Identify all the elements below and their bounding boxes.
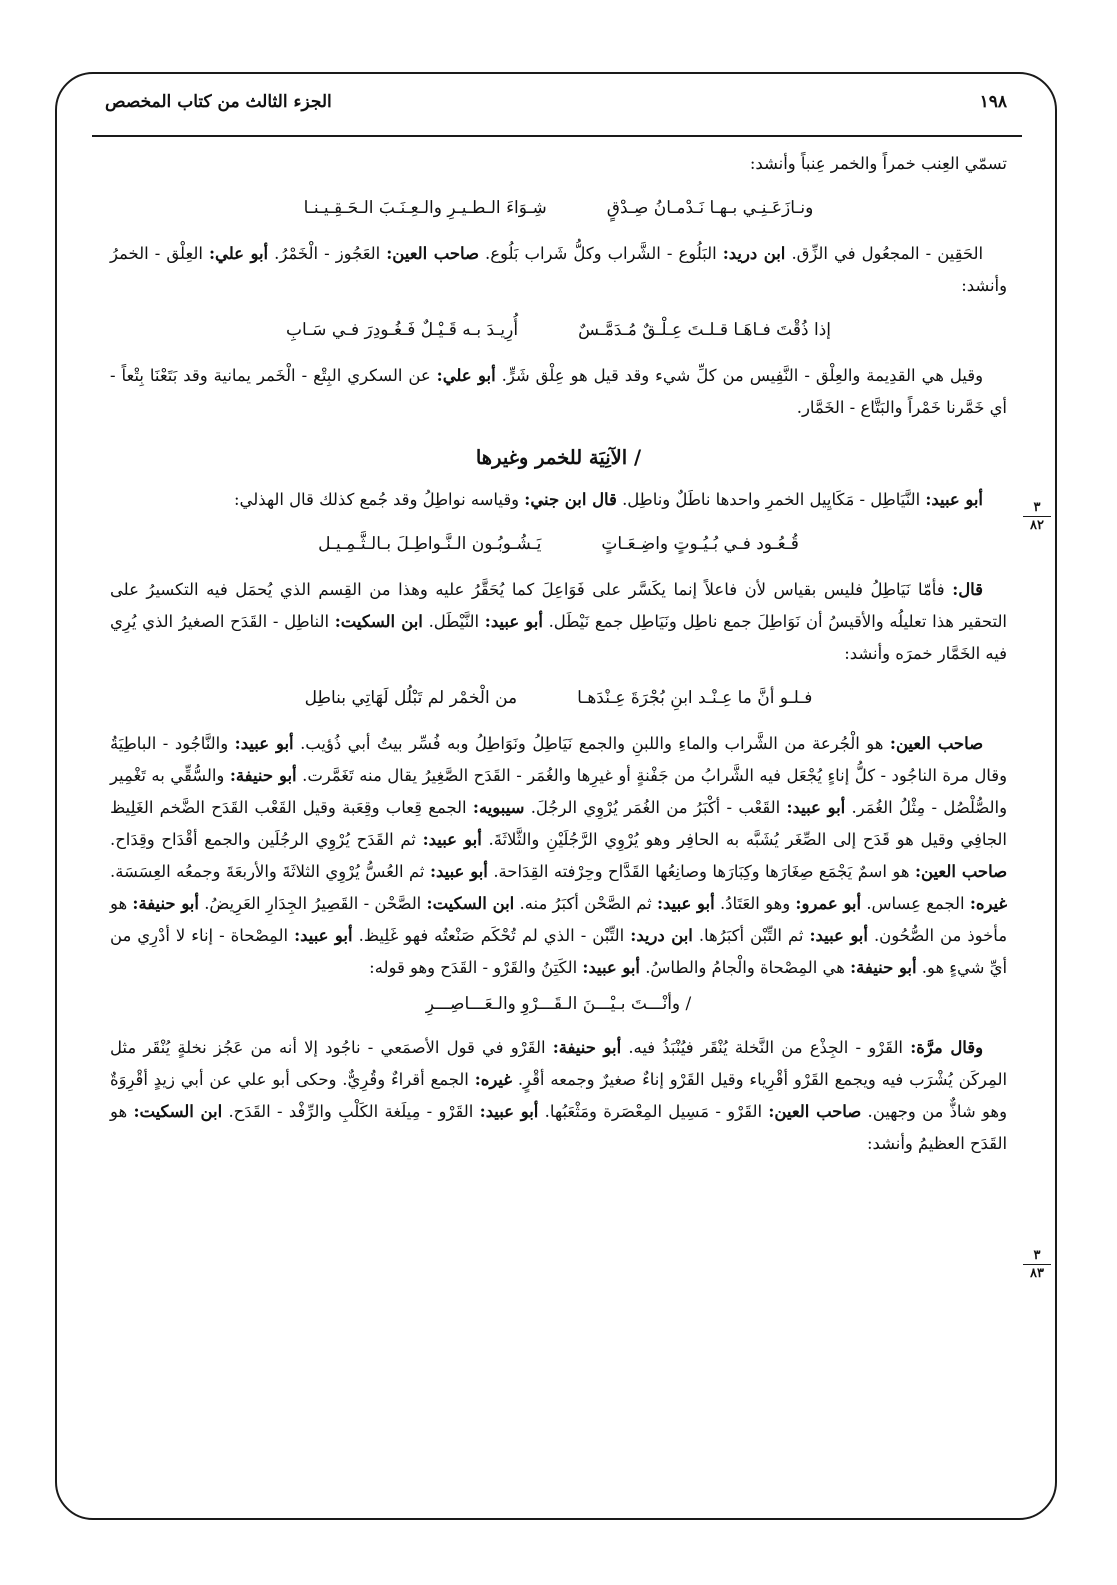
text: الجمع قِعاب وقِعَبة وقيل القَعْب القَدَح الضَّخم الغَلِيظ الجافِي وقيل هو قَدَح إلى الصِّغَر يُشَبَّه به الحافِر وهو يُرْوِي الرَّجُلَيْنِ والثَّلاثَةَ.: [110, 798, 1007, 849]
source-label: أبو علي:: [209, 244, 269, 263]
source-label: وقال مرَّة:: [910, 1038, 984, 1057]
source-label: أبو عبيد:: [484, 612, 543, 631]
text: القَعْب - أكْبَرُ من الغُمَر يُرْوِي الرجُلَ.: [530, 798, 781, 817]
source-label: أبو حنيفة:: [552, 1038, 622, 1057]
source-label: أبو حنيفة:: [229, 766, 297, 785]
margin-ref-page: ٨٣: [1030, 1266, 1044, 1281]
text: الحَقِين - المجعُول في الزِّق.: [791, 244, 984, 263]
source-label: غيره:: [969, 894, 1008, 913]
verse: [110, 528, 1007, 560]
source-label: أبو عبيد:: [479, 1102, 539, 1121]
text: البَلُوع - الشَّراب وكلُّ شَراب بَلُوع.: [485, 244, 717, 263]
verse: [110, 682, 1007, 714]
paragraph: [110, 574, 1007, 670]
text: القَرْو - مَسِيل المِعْصَرة ومَثْعَبُها.: [544, 1102, 763, 1121]
verse-hemistich: إذا ذُقْتَ فـاهَـا قـلـتَ عِـلْـقٌ مُـدَمَّـسٌ: [578, 320, 831, 340]
text: القَرْو - مِيلَغة الكَلْبِ والرِّفْد - القَدَح.: [228, 1102, 474, 1121]
source-label: قال:: [952, 580, 983, 599]
verse-hemistich: شِـوَاءَ الـطـيـرِ والـعِـنَـبَ الـحَـقِـيـنـا: [303, 198, 547, 218]
text: وقياسه نواطِلُ وقد جُمع كذلك قال الهذلي:: [234, 490, 520, 509]
page-number: ١٩٨: [979, 92, 1007, 112]
text: هو اسمٌ يَجْمَع صِغَارَها وكِبَارَها وصانِعُها القَدَّاح وحِرْفته القِدَاحة.: [493, 862, 910, 881]
verse-hemistich: من الْخمْر لم تَبْلُل لَهَاتِي بناطِل: [304, 688, 518, 708]
text: القَرْو - الجِذْع من النَّخلة يُنْقَر فيُنْبَذُ فيه.: [628, 1038, 903, 1057]
verse-hemistich: أُرِيـدَ بـه قَـيْـلٌ فَـغُـودِرَ فـي سَـابِ: [286, 320, 519, 340]
paragraph: [110, 360, 1007, 424]
text: ثم القَدَح يُرْوِي الرجُلَين والجمع أقْدَاح وقِدَاح.: [110, 830, 416, 849]
text: هو الْجُرعة من الشَّراب والماءِ واللبنِ والجمع نَيَاطِلُ ونَوَاطِلُ وبه فُسِّر بيتُ أبي ذُؤيب.: [300, 734, 884, 753]
text: المِصْحاة - إناء لا أدْرِي من أيِّ شيءٍ هو.: [110, 926, 1007, 977]
paragraph: [110, 728, 1007, 984]
source-label: أبو علي:: [436, 366, 496, 385]
text: الناطِل - القَدَح الصغيرُ الذي يُرِي فيه الخَمَّار خمرَه وأنشد:: [110, 612, 1007, 663]
source-label: غيره:: [474, 1070, 512, 1089]
text: العَجُوز - الْخَمْرُ.: [274, 244, 381, 263]
text: ثم العُسُّ يُرْوِي الثلاثَةَ والأربعَةَ وجمعُه العِسَسَة.: [110, 862, 425, 881]
source-label: أبو عبيد:: [429, 862, 488, 881]
source-label: أبو عبيد:: [925, 490, 983, 509]
margin-ref-volume: ٣: [1033, 1248, 1041, 1263]
running-title: الجزء الثالث من كتاب المخصص: [105, 92, 332, 112]
margin-ref-page: ٨٢: [1030, 518, 1044, 533]
page-body: [110, 148, 1007, 1160]
text: والسُّقِّي به تَغْمِير والصُّلْصُل - مِثْلُ الغُمَر.: [110, 766, 1008, 817]
margin-ref-bar: [1023, 1264, 1051, 1265]
text: هو مأخوذ من الصُّحُون.: [110, 894, 1007, 945]
source-label: أبو عبيد:: [294, 926, 353, 945]
source-label: ابن السكيت:: [426, 894, 515, 913]
source-label: صاحب العين:: [914, 862, 1007, 881]
source-label: أبو حنيفة:: [850, 958, 917, 977]
source-label: أبو عبيد:: [422, 830, 482, 849]
source-label: أبو عبيد:: [582, 958, 640, 977]
source-label: صاحب العين:: [386, 244, 479, 263]
text: الكَتِنُ والقَرْو - القَدَح وهو قوله:: [369, 958, 578, 977]
text: فأمّا نَيَاطِلُ فليس بقياس لأن فاعلاً إنما يكَسَّر على فَوَاعِلَ كما يُحَقَّرُ عليه وهذا من القِسم الذي يُحمَل فيه التكسيرُ على التحقير هذا تعليلُه والأقيسُ أن نَوَاطِلَ جمع ناطِل ونَيَاطِل جمع نَيْطَل.: [110, 580, 1007, 631]
source-label: أبو عبيد:: [786, 798, 846, 817]
source-label: أبو عبيد:: [234, 734, 294, 753]
text: الجمع عِساس.: [866, 894, 965, 913]
text: عن السكري البِتْع - الْخَمر يمانية وقد بَتَعْنَا بِتْعاً - أي خَمَّرنا خَمْراً والبَتَّاع - الخَمَّار.: [110, 366, 1007, 417]
text: الجمع أقراءٌ وقُرِيٌّ. وحكى أبو علي عن أبي زيدٍ أقْرِوَةٌ وهو شاذٌّ من وجهين.: [110, 1070, 1007, 1121]
text: القَرْو في قول الأصمَعي - ناجُود إلا أنه من عَجُز نخلةٍ يُنْقَر مثل المِركَن يُشْرَب فيه ويجمع القَرْو أقْرِياء وقيل القَرْو إناءٌ صغيرٌ وجمعه أقْرٍ.: [110, 1038, 1007, 1089]
text: الصَّحْن - القَصِيرُ الجِدَارِ العَرِيضُ.: [204, 894, 422, 913]
source-label: أبو عبيد:: [656, 894, 715, 913]
text: ثم التِّبْن أكبَرُها.: [698, 926, 804, 945]
verse-hemistich: يَـشُـوبُـون الـنَّـواطِـلَ بـالـثَّـمِـيـل: [318, 534, 542, 554]
source-label: ابن السكيت:: [334, 612, 423, 631]
margin-ref-volume: ٣: [1033, 500, 1041, 515]
header-rule: [92, 135, 1022, 137]
source-label: ابن دريد:: [630, 926, 693, 945]
text: التِّبْن - الذي لم تُحْكَم صَنْعتُه فهو غَلِيظ.: [358, 926, 625, 945]
source-label: أبو عبيد:: [809, 926, 868, 945]
paragraph: [110, 1032, 1007, 1160]
text: هو القَدَح العظيمُ وأنشد:: [110, 1102, 1007, 1153]
text: وهو العَتَادُ.: [719, 894, 791, 913]
page-header: [105, 88, 1007, 124]
text: هي المِصْحاة والْجامُ والطاسُ.: [645, 958, 845, 977]
source-label: ابن دريد:: [722, 244, 786, 263]
paragraph: [110, 148, 1007, 180]
verse-hemistich: فـلـو أنَّ ما عِـنْـد ابنِ بُجْرَةَ عِـنْدَهـا: [577, 688, 813, 708]
text: والنَّاجُود - الباطِيَةُ وقال مرة الناجُود - كلُّ إناءٍ يُجْعَل فيه الشَّرابُ من جَفْنةٍ أو غيرِها والغُمَر - القَدَح الصَّغِيرُ يقال منه تَغَمَّرت.: [110, 734, 1007, 785]
paragraph: [110, 238, 1007, 302]
text: النَّيَاطِل - مَكَايِيل الخمرِ واحدها ناطَلٌ وناطِل.: [622, 490, 921, 509]
text: ثم الصَّحْن أكبَرُ منه.: [519, 894, 652, 913]
source-label: صاحب العين:: [889, 734, 983, 753]
margin-reference: [1019, 1248, 1055, 1281]
text: العِلْق - الخمرُ وأنشد:: [110, 244, 1007, 295]
margin-ref-bar: [1023, 516, 1051, 517]
source-label: أبو حنيفة:: [132, 894, 199, 913]
verse-hemistich: / وأنْـــتَ بـيْـــنَ الـقَـــرْوِ والـعَـــاصِـــرِ: [425, 994, 692, 1014]
verse-hemistich: قُـعُـود فـي بُـيُـوتٍ واضِـعَـاتٍ: [601, 534, 799, 554]
source-label: أبو عمرو:: [795, 894, 862, 913]
paragraph: [110, 484, 1007, 516]
text: وقيل هي القدِيمة والعِلْق - النَّفِيس من كلِّ شيء وقد قيل هو عِلْق شَرٍّ.: [501, 366, 983, 385]
margin-reference: [1019, 500, 1055, 533]
text: تسمّي العِنب خمراً والخمر عِنباً وأنشد:: [749, 154, 1007, 173]
source-label: قال ابن جني:: [524, 490, 617, 509]
verse: [110, 192, 1007, 224]
source-label: صاحب العين:: [768, 1102, 862, 1121]
text: النَّيْطَل.: [428, 612, 480, 631]
source-label: سيبويه:: [472, 798, 525, 817]
verse-hemistich: ونـازَعَـنِـي بـهـا نَـدْمـانُ صِـدْقٍ: [606, 198, 814, 218]
section-heading: / الآنِيَة للخمر وغيرها: [475, 446, 642, 469]
source-label: ابن السكيت:: [133, 1102, 223, 1121]
verse: [110, 314, 1007, 346]
